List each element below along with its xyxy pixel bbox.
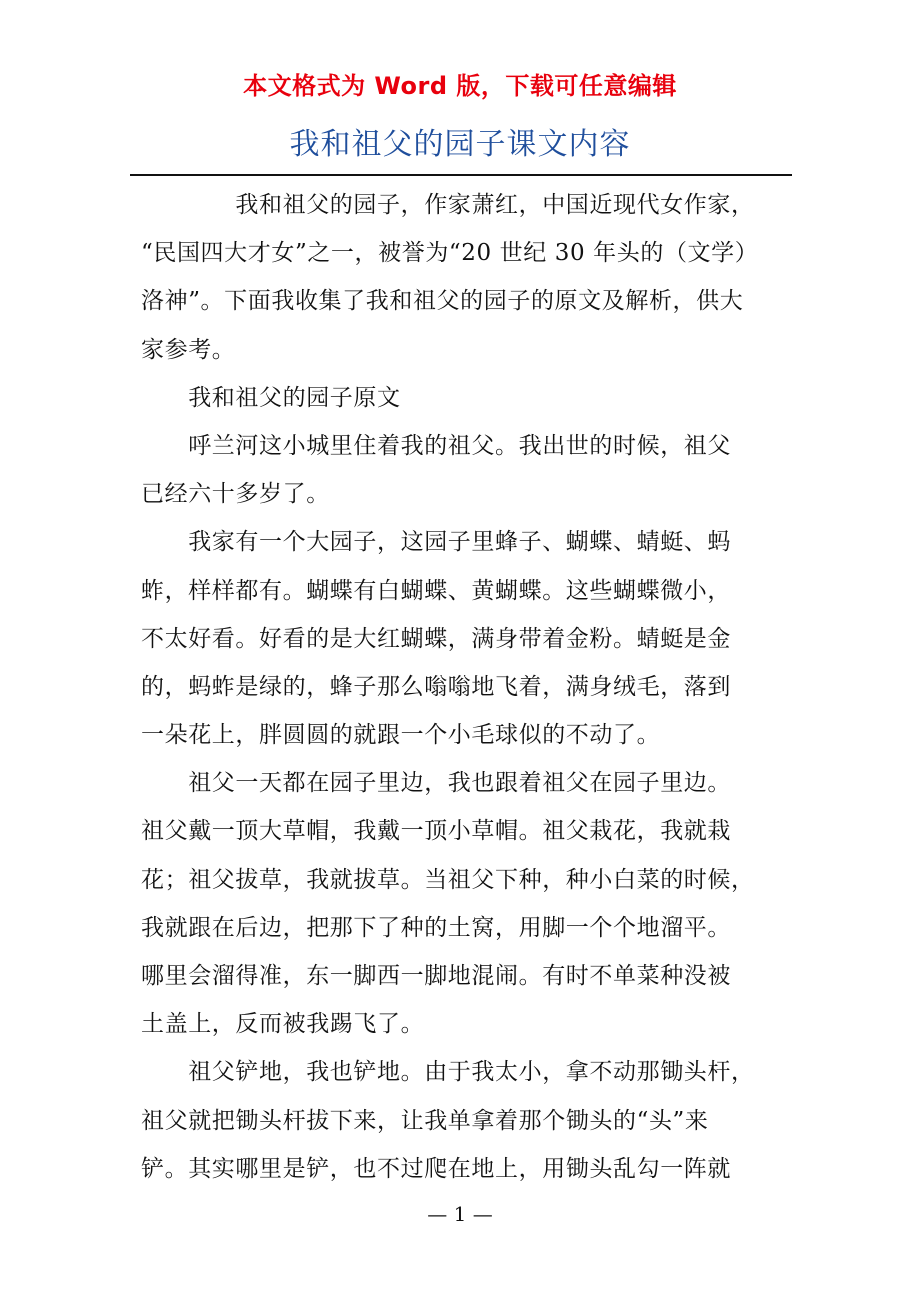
text-line: 祖父戴一顶大草帽，我戴一顶小草帽。祖父栽花，我就栽 xyxy=(141,818,731,845)
text-line: 一朵花上，胖圆圆的就跟一个小毛球似的不动了。 xyxy=(141,722,661,749)
text-line: 哪里会溜得准，东一脚西一脚地混闹。有时不单菜种没被 xyxy=(141,963,731,989)
text-line: 我就跟在后边，把那下了种的土窝，用脚一个个地溜平。 xyxy=(141,914,731,941)
text-line: 呼兰河这小城里住着我的祖父。我出世的时候，祖父 xyxy=(141,432,731,459)
text-line: 土盖上，反而被我踢飞了。 xyxy=(141,1011,425,1038)
text-line: 家参考。 xyxy=(141,336,236,363)
body-text xyxy=(141,181,785,1193)
document-title: 我和祖父的园子课文内容 xyxy=(289,127,631,162)
text-line: 祖父铲地，我也铲地。由于我太小，拿不动那锄头杆， xyxy=(141,1059,755,1086)
page-number: — 1 — xyxy=(427,1202,493,1226)
text-line: 蚱，样样都有。蝴蝶有白蝴蝶、黄蝴蝶。这些蝴蝶微小， xyxy=(141,577,731,604)
text-line: 的，蚂蚱是绿的，蜂子那么嗡嗡地飞着，满身绒毛，落到 xyxy=(141,673,731,700)
text-line: 不太好看。好看的是大红蝴蝶，满身带着金粉。蜻蜓是金 xyxy=(141,625,731,652)
text-line: 铲。其实哪里是铲，也不过爬在地上，用锄头乱勾一阵就 xyxy=(141,1155,731,1182)
text-line: 已经六十多岁了。 xyxy=(141,481,330,508)
text-line: 祖父就把锄头杆拔下来，让我单拿着那个锄头的“头”来 xyxy=(141,1107,709,1134)
section-heading: 我和祖父的园子原文 xyxy=(141,384,401,411)
text-line: 祖父一天都在园子里边，我也跟着祖父在园子里边。 xyxy=(141,770,731,797)
word-format-notice: 本文格式为 Word 版，下载可任意编辑 xyxy=(243,72,677,100)
title-divider xyxy=(130,174,792,176)
text-line: “民国四大才女”之一，被誉为“20 世纪 30 年头的（文学） xyxy=(141,240,759,267)
text-line: 洛神”。下面我收集了我和祖父的园子的原文及解析，供大 xyxy=(141,288,744,315)
text-line: 我家有一个大园子，这园子里蜂子、蝴蝶、蜻蜓、蚂 xyxy=(141,529,731,556)
text-line: 我和祖父的园子，作家萧红，中国近现代女作家， xyxy=(141,192,755,218)
text-line: 花；祖父拔草，我就拔草。当祖父下种，种小白菜的时候， xyxy=(141,866,755,893)
